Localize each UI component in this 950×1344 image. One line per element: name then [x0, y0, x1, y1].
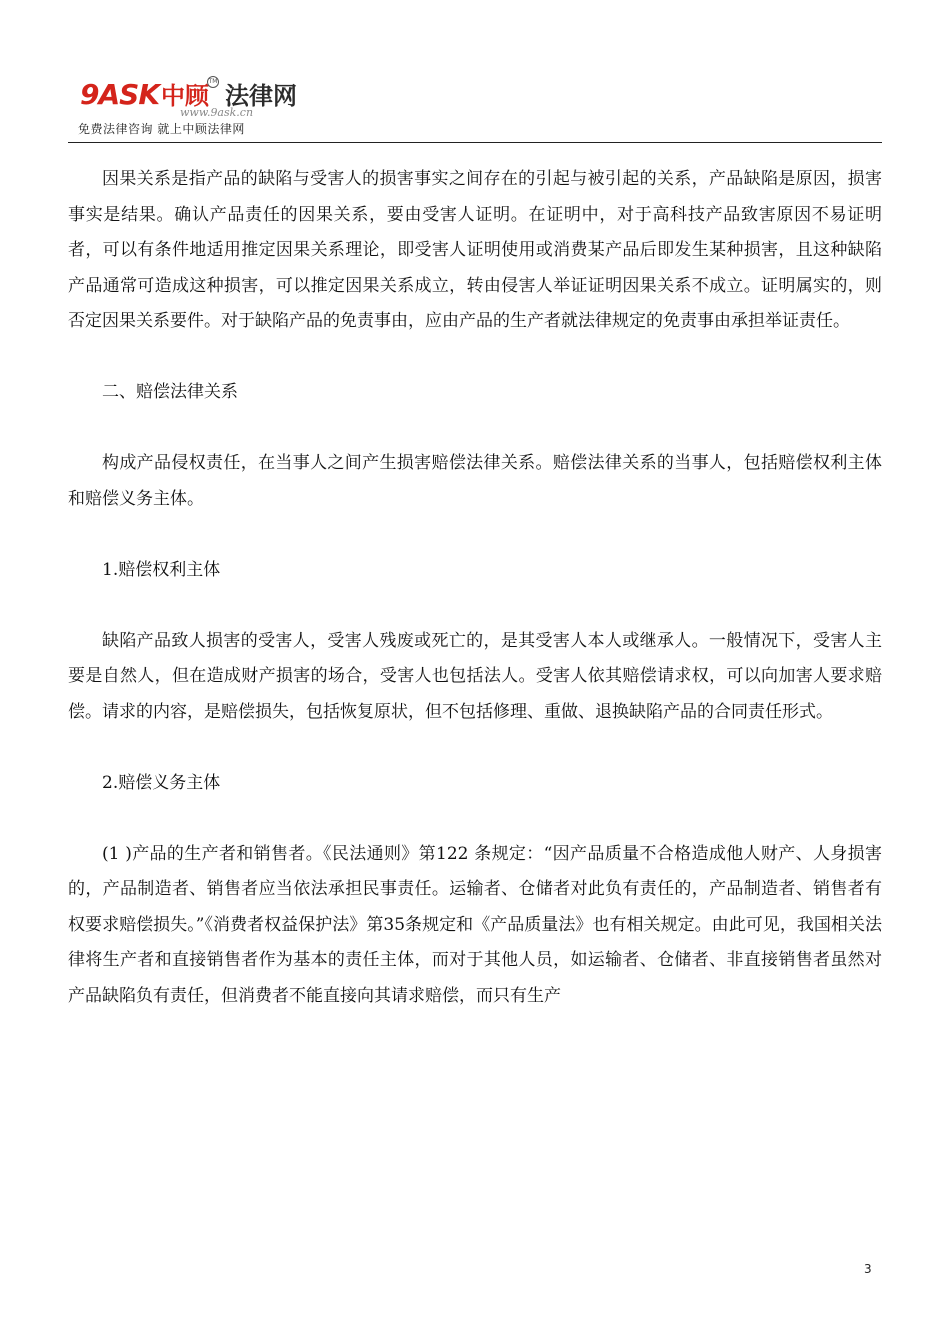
subheading-obligation-subject: 2.赔偿义务主体 [102, 772, 221, 793]
page-header [68, 70, 882, 144]
document-body [68, 162, 882, 1050]
subheading-right-subject: 1.赔偿权利主体 [102, 559, 221, 580]
logo-ask: 9ASK [80, 78, 160, 111]
paragraph-causation: 因果关系是指产品的缺陷与受害人的损害事实之间存在的引起与被引起的关系，产品缺陷是原因，损害事实是结果。确认产品责任的因果关系，要由受害人证明。在证明中，对于高科技产品致害原因不易证明者，可以有条件地适用推定因果关系理论，即受害人证明使用或消费某产品后即发生某种损害，且这种缺陷产品通常可造成这种损害，可以推定因果关系成立，转由侵害人举证证明因果关系不成立。证明属实的，则否定因果关系要件。对于缺陷产品的免责事由，应由产品的生产者就法律规定的免责事由承担举证责任。 [68, 169, 882, 331]
header-divider [68, 142, 882, 143]
logo-brand: 中顾 [161, 82, 210, 110]
header-slogan: 免费法律咨询 就上中顾法律网 [78, 122, 245, 136]
section-heading-compensation: 二、赔偿法律关系 [102, 382, 238, 402]
logo-url: www.9ask.cn [180, 106, 254, 119]
trademark-icon: TM [207, 76, 219, 88]
paragraph-producers-sellers: (1 )产品的生产者和销售者。《民法通则》第122 条规定：“因产品质量不合格造成他人财产、人身损害的，产品制造者、销售者应当依法承担民事责任。运输者、仓储者对此负有责任的，产品制造者、销售者有权要求赔偿损失。”《消费者权益保护法》第35条规定和《产品质量法》也有相关规定。由此可见，我国相关法律将生产者和直接销售者作为基本的责任主体，而对于其他人员，如运输者、仓储者、非直接销售者虽然对产品缺陷负有责任，但消费者不能直接向其请求赔偿，而只有生产 [68, 843, 882, 1006]
paragraph-right-subject: 缺陷产品致人损害的受害人，受害人残废或死亡的，是其受害人本人或继承人。一般情况下，受害人主要是自然人，但在造成财产损害的场合，受害人也包括法人。受害人依其赔偿请求权，可以向加害人要求赔偿。请求的内容，是赔偿损失，包括恢复原状，但不包括修理、重做、退换缺陷产品的合同责任形式。 [68, 630, 882, 722]
page-number: 3 [864, 1262, 872, 1276]
logo-site: 法律网 [225, 82, 298, 110]
paragraph-compensation-relation: 构成产品侵权责任，在当事人之间产生损害赔偿法律关系。赔偿法律关系的当事人，包括赔偿权利主体和赔偿义务主体。 [68, 453, 882, 509]
